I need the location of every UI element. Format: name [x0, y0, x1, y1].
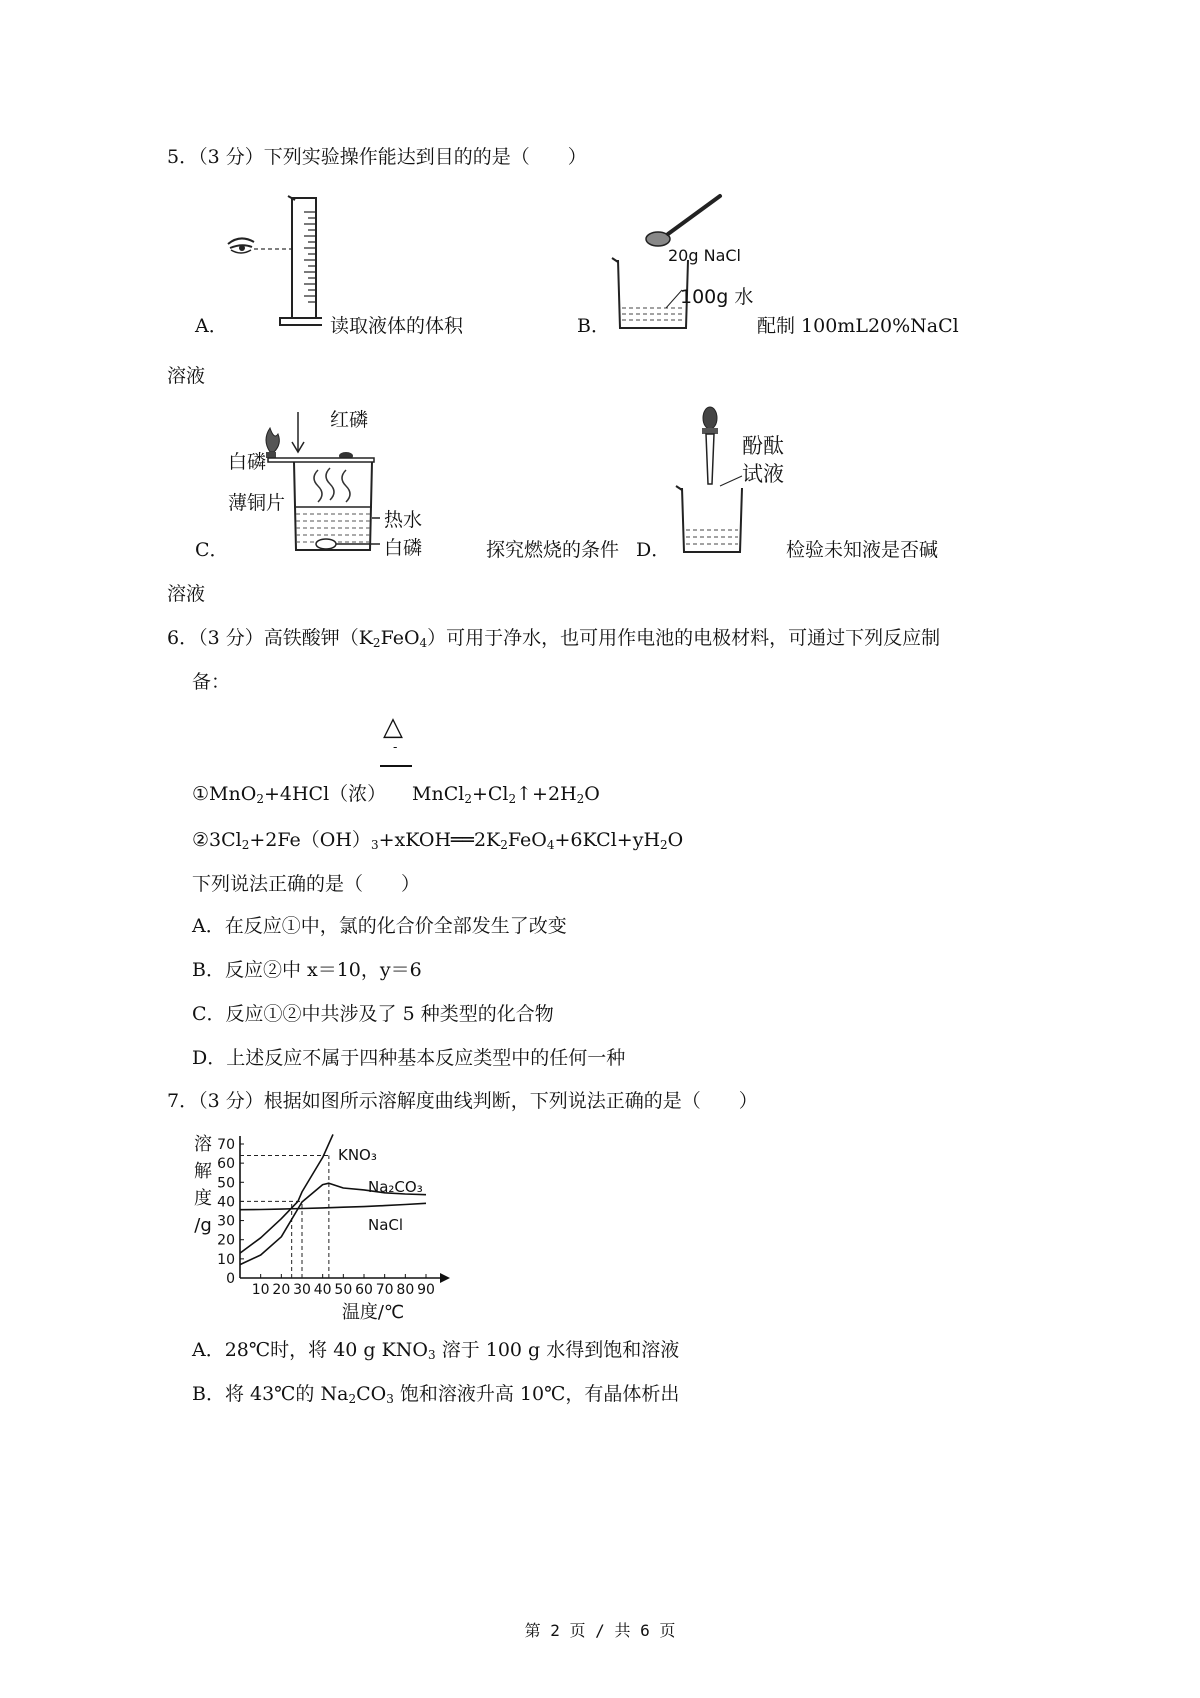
reaction-arrow-line [380, 765, 412, 767]
q5-option-b-text: 配制 100mL20%NaCl [757, 315, 959, 337]
figure-d-label-line2: 试液 [742, 462, 784, 486]
figure-b-water-label: 100g 水 [680, 286, 754, 308]
y-tick-label: 40 [217, 1194, 235, 1211]
q5-option-b-continuation: 溶液 [167, 365, 206, 387]
reaction-1: ①MnO$_2$+4HCl（浓） [192, 783, 387, 806]
reaction-1-products: $MnCl_2+Cl_2↑+2H_2O$ [412, 783, 600, 806]
y-axis-label-char: 度 [194, 1188, 212, 1209]
q6-option-d: D．上述反应不属于四种基本反应类型中的任何一种 [192, 1047, 626, 1069]
figure-c-red-phosphorus: 红磷 [330, 409, 369, 431]
series-label: Na₂CO₃ [368, 1178, 423, 1196]
q5-option-b-letter: B． [577, 315, 610, 337]
y-tick-label: 60 [217, 1156, 235, 1173]
x-tick-label: 10 [251, 1282, 270, 1298]
figure-a-cylinder [222, 192, 322, 332]
series-label: NaCl [368, 1216, 404, 1234]
q7-stem: 7．（3 分）根据如图所示溶解度曲线判断，下列说法正确的是（ ） [167, 1090, 758, 1112]
x-tick-label: 40 [313, 1282, 332, 1298]
q6-option-b: B．反应②中 x＝10，y＝6 [192, 959, 422, 981]
series-line-2 [240, 1203, 426, 1209]
y-tick-label: 50 [217, 1175, 235, 1192]
q6-option-a: A．在反应①中，氯的化合价全部发生了改变 [192, 915, 567, 937]
y-axis-label-char: 溶 [194, 1134, 212, 1155]
q5-option-c-letter: C． [195, 539, 229, 561]
x-tick-label: 50 [334, 1282, 353, 1298]
flame-icon [266, 428, 279, 452]
q7-option-a: A．28℃时，将 40 g $KNO_3$ 溶于 100 g 水得到饱和溶液 [192, 1339, 680, 1362]
q6-stem-continuation: 备： [192, 671, 231, 693]
q5-option-a-letter: A． [195, 315, 228, 337]
figure-d-label-line1: 酚酞 [742, 434, 784, 458]
figure-c-copper-sheet: 薄铜片 [228, 492, 286, 514]
q5-option-d-letter: D． [636, 539, 671, 561]
x-tick-label: 60 [355, 1282, 373, 1298]
y-tick-label: 70 [217, 1137, 235, 1153]
figure-d-dropper [668, 404, 748, 556]
q5-option-d-text: 检验未知液是否碱 [786, 539, 939, 561]
q5-stem: 5．（3 分）下列实验操作能达到目的的是（ ） [167, 146, 587, 168]
dropper-icon [702, 407, 718, 484]
x-tick-label: 30 [293, 1282, 311, 1298]
figure-b-salt-label: 20g NaCl [668, 246, 741, 265]
y-tick-label: 0 [226, 1271, 235, 1287]
reaction-2: $②3Cl_2+2Fe(OH)_3+xKOH══2K_2FeO_4+6KCl+yH_2O$ [192, 829, 684, 852]
q6-ask: 下列说法正确的是（ ） [192, 873, 421, 895]
heat-symbol: △ [383, 712, 403, 742]
y-tick-label: 20 [217, 1232, 235, 1249]
x-tick-label: 70 [375, 1282, 394, 1298]
series-line-0 [240, 1134, 333, 1253]
heat-dash: - [393, 740, 398, 755]
q5-option-d-continuation: 溶液 [167, 583, 206, 605]
eye-icon [228, 238, 254, 253]
x-axis-arrow [440, 1273, 450, 1283]
y-axis-label-char: 解 [194, 1161, 212, 1182]
figure-c-white-phosphorus-top: 白磷 [228, 451, 267, 473]
series-label: KNO₃ [338, 1146, 377, 1164]
y-axis-label-char: /g [194, 1215, 212, 1236]
solubility-chart [188, 1130, 458, 1325]
x-axis-label: 温度/℃ [341, 1302, 405, 1323]
q5-option-c-text: 探究燃烧的条件 [486, 539, 620, 561]
x-tick-label: 90 [417, 1282, 435, 1298]
page-footer: 第 2 页 / 共 6 页 [524, 1621, 676, 1640]
q6-option-c: C．反应①②中共涉及了 5 种类型的化合物 [192, 1003, 554, 1025]
q6-stem: 6．（3 分）高铁酸钾$(K_2FeO_4)$可用于净水，也可用作电池的电极材料，可通过下列反应制 [167, 627, 941, 650]
q7-option-b: B．将 43℃的 $Na_2CO_3$ 饱和溶液升高 10℃，有晶体析出 [192, 1383, 680, 1406]
y-tick-label: 10 [217, 1251, 235, 1268]
y-tick-label: 30 [217, 1213, 235, 1230]
figure-c-hot-water: 热水 [384, 509, 423, 531]
x-tick-label: 80 [396, 1282, 415, 1298]
q5-option-a-text: 读取液体的体积 [330, 315, 464, 337]
figure-c-white-phosphorus-bottom: 白磷 [384, 537, 423, 559]
x-tick-label: 20 [272, 1282, 291, 1298]
spoon-icon [646, 196, 720, 246]
